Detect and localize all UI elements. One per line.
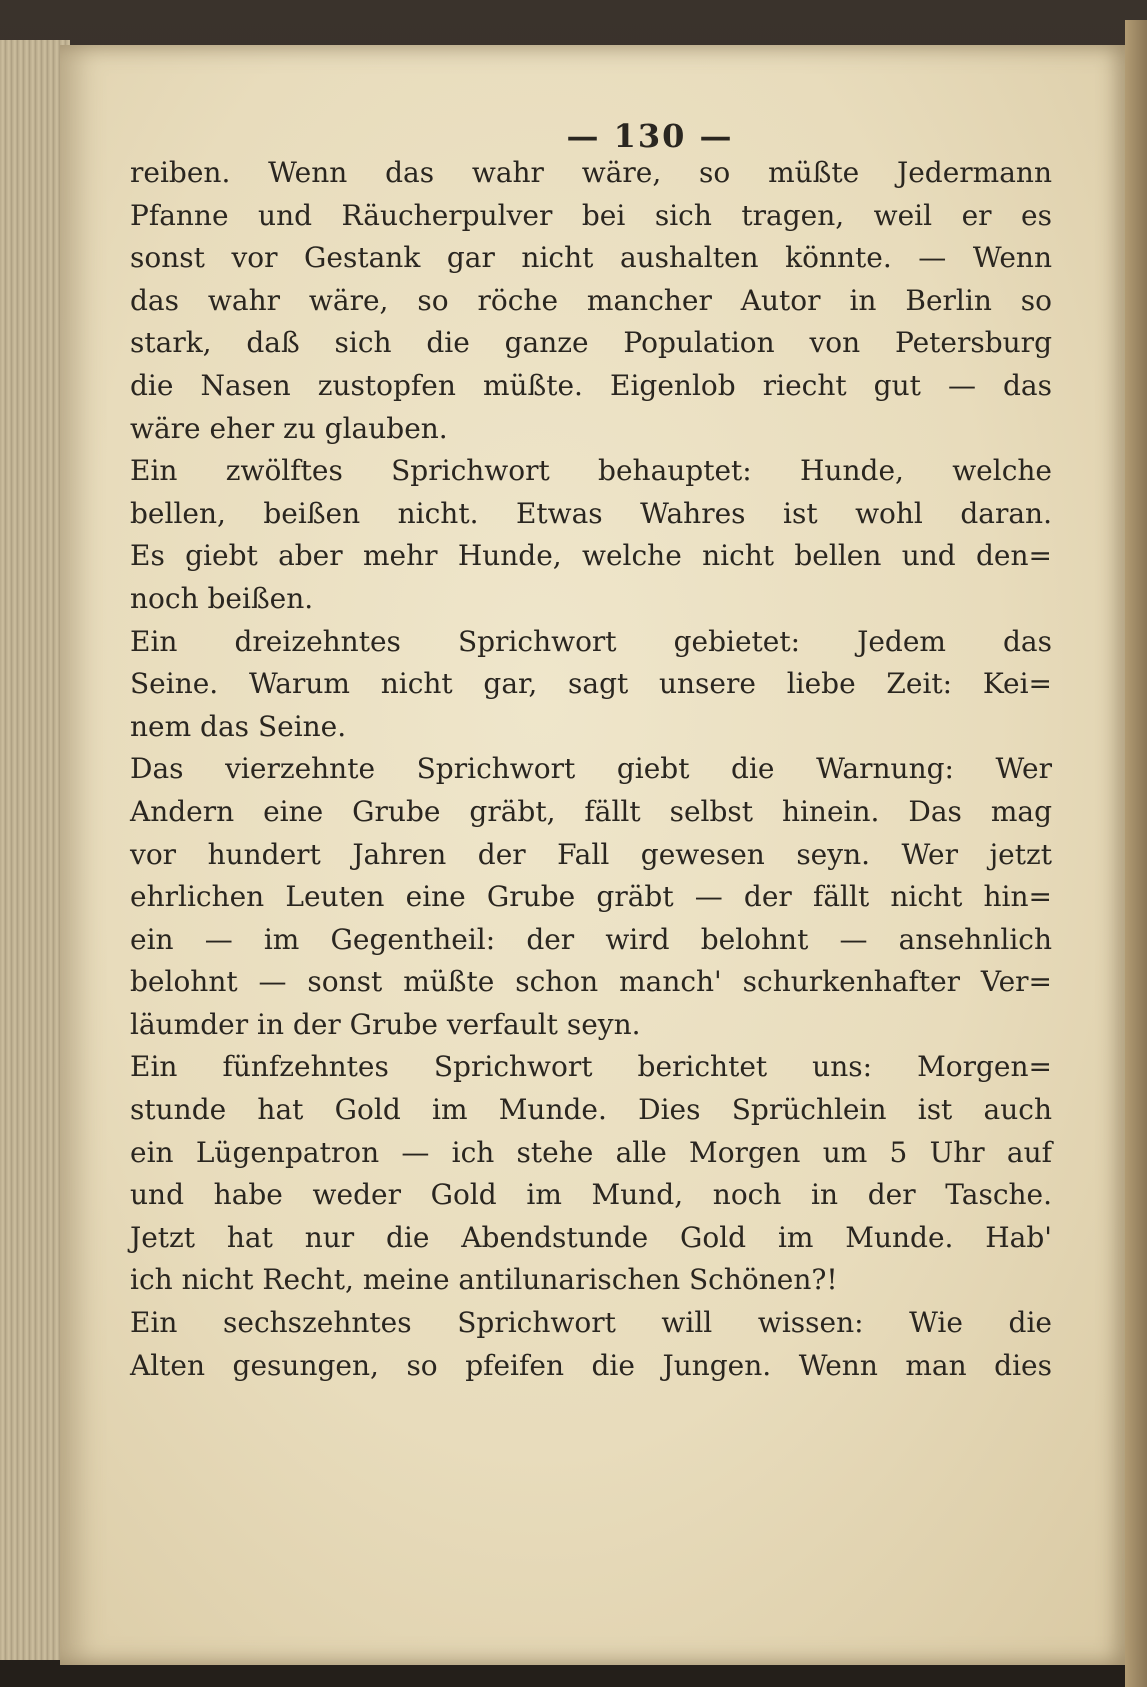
text-line: stunde hat Gold im Munde. Dies Sprüchlein ist auch bbox=[130, 1093, 1052, 1127]
text-line: Pfanne und Räucherpulver bei sich tragen, weil er es bbox=[130, 198, 1052, 232]
text-line: das wahr wäre, so röche mancher Autor in Berlin so bbox=[130, 283, 1052, 317]
text-line: ehrlichen Leuten eine Grube gräbt — der fällt nicht hin= bbox=[130, 880, 1052, 914]
text-line: wäre eher zu glauben. bbox=[130, 411, 448, 445]
text-line: bellen, beißen nicht. Etwas Wahres ist wohl daran. bbox=[130, 496, 1052, 530]
text-line: läumder in der Grube verfault seyn. bbox=[130, 1007, 641, 1041]
text-line: die Nasen zustopfen müßte. Eigenlob riecht gut — das bbox=[130, 368, 1052, 402]
text-line: Das vierzehnte Sprichwort giebt die Warnung: Wer bbox=[130, 752, 1052, 786]
page-text-block bbox=[130, 152, 1052, 1387]
text-line: stark, daß sich die ganze Population von Petersburg bbox=[130, 326, 1052, 360]
text-line: und habe weder Gold im Mund, noch in der Tasche. bbox=[130, 1178, 1052, 1212]
text-line: Andern eine Grube gräbt, fällt selbst hinein. Das mag bbox=[130, 794, 1052, 828]
page-number: — 130 — bbox=[566, 117, 734, 155]
text-line: Ein dreizehntes Sprichwort gebietet: Jedem das bbox=[130, 624, 1052, 658]
text-line: Seine. Warum nicht gar, sagt unsere liebe Zeit: Kei= bbox=[130, 667, 1052, 701]
text-line: Jetzt hat nur die Abendstunde Gold im Munde. Hab' bbox=[130, 1220, 1052, 1254]
text-line: belohnt — sonst müßte schon manch' schurkenhafter Ver= bbox=[130, 965, 1052, 999]
text-line: sonst vor Gestank gar nicht aushalten könnte. — Wenn bbox=[130, 241, 1052, 275]
book-cover-right-edge bbox=[1125, 20, 1147, 1687]
text-line: Ein fünfzehntes Sprichwort berichtet uns: Morgen= bbox=[130, 1050, 1052, 1084]
text-line: Es giebt aber mehr Hunde, welche nicht bellen und den= bbox=[130, 539, 1052, 573]
text-line: ein Lügenpatron — ich stehe alle Morgen um 5 Uhr auf bbox=[130, 1135, 1052, 1169]
text-line: vor hundert Jahren der Fall gewesen seyn. Wer jetzt bbox=[130, 837, 1052, 871]
text-line: nem das Seine. bbox=[130, 709, 347, 743]
text-line: reiben. Wenn das wahr wäre, so müßte Jedermann bbox=[130, 156, 1052, 189]
text-line: Ein sechszehntes Sprichwort will wissen: Wie die bbox=[130, 1306, 1052, 1340]
text-line: Alten gesungen, so pfeifen die Jungen. Wenn man dies bbox=[130, 1348, 1052, 1382]
text-line: ich nicht Recht, meine antilunarischen Schönen?! bbox=[130, 1263, 838, 1297]
text-line: noch beißen. bbox=[130, 581, 314, 615]
text-line: Ein zwölftes Sprichwort behauptet: Hunde, welche bbox=[130, 454, 1052, 488]
text-line: ein — im Gegentheil: der wird belohnt — ansehnlich bbox=[130, 922, 1052, 956]
